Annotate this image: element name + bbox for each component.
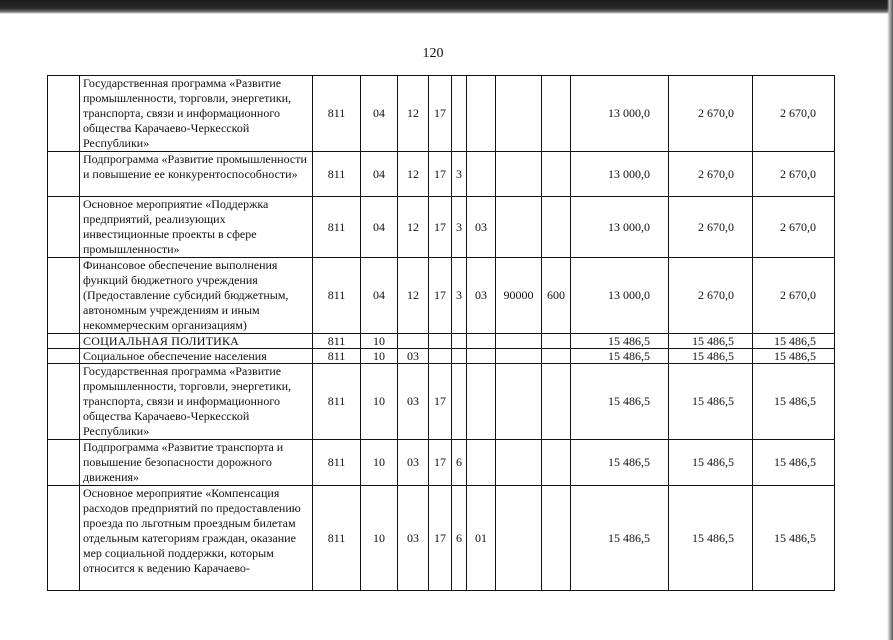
subprogram-code-cell: 3	[452, 258, 467, 334]
amount-year1: 15 486,5	[571, 334, 669, 349]
direction-code-cell	[496, 197, 542, 258]
amount-year2: 2 670,0	[669, 76, 753, 152]
amount-year3: 15 486,5	[753, 486, 835, 591]
page-number: 120	[422, 46, 444, 61]
subprogram-code-cell	[452, 76, 467, 152]
amount-year2: 2 670,0	[669, 197, 753, 258]
amount-year1: 15 486,5	[571, 440, 669, 486]
expense-type-cell	[542, 334, 571, 349]
expense-type-cell	[542, 197, 571, 258]
section-cell: 10	[361, 364, 398, 440]
table-row	[48, 76, 835, 152]
row-name: Финансовое обеспечение выполнения функций бюджетного учреждения (Предоставление субсидий бюджетным, автономным учреждениям и иным некоммерческим организациям)	[80, 258, 313, 334]
blank-cell	[48, 197, 80, 258]
table-row	[48, 349, 835, 364]
direction-code-cell	[496, 486, 542, 591]
row-name: Подпрограмма «Развитие промышленности и повышение ее конкурентоспособности»	[80, 152, 313, 197]
direction-code-cell	[496, 440, 542, 486]
amount-year3: 2 670,0	[753, 152, 835, 197]
row-name: Государственная программа «Развитие промышленности, торговли, энергетики, транспорта, связи и информационного общества Карачаево-Черкесской Республики»	[80, 364, 313, 440]
amount-year1: 13 000,0	[571, 258, 669, 334]
amount-year1: 13 000,0	[571, 152, 669, 197]
program-code-cell: 17	[429, 197, 452, 258]
blank-cell	[48, 486, 80, 591]
amount-year1: 15 486,5	[571, 364, 669, 440]
expense-type-cell	[542, 364, 571, 440]
row-name: Основное мероприятие «Поддержка предприятий, реализующих инвестиционные проекты в сфере промышленности»	[80, 197, 313, 258]
section-cell: 04	[361, 258, 398, 334]
subprogram-code-cell: 3	[452, 197, 467, 258]
subsection-cell	[398, 334, 429, 349]
scan-right-edge	[887, 0, 893, 640]
program-code-cell: 17	[429, 152, 452, 197]
ved-cell: 811	[313, 440, 361, 486]
amount-year3: 15 486,5	[753, 334, 835, 349]
expense-type-cell	[542, 440, 571, 486]
subsection-cell: 03	[398, 440, 429, 486]
expense-type-cell	[542, 152, 571, 197]
event-code-cell: 03	[467, 197, 496, 258]
amount-year3: 2 670,0	[753, 197, 835, 258]
section-cell: 10	[361, 440, 398, 486]
table-row	[48, 334, 835, 349]
blank-cell	[48, 152, 80, 197]
section-cell: 10	[361, 349, 398, 364]
direction-code-cell	[496, 349, 542, 364]
event-code-cell	[467, 334, 496, 349]
program-code-cell: 17	[429, 76, 452, 152]
scan-top-edge	[0, 0, 893, 14]
ved-cell: 811	[313, 364, 361, 440]
subprogram-code-cell	[452, 364, 467, 440]
row-name: Основное мероприятие «Компенсация расходов предприятий по предоставлению проезда по льготным проездным билетам отдельным категориям граждан, оказание мер социальной поддержки, которым относится к ведению Карачаево-	[80, 486, 313, 591]
event-code-cell	[467, 152, 496, 197]
amount-year1: 15 486,5	[571, 349, 669, 364]
blank-cell	[48, 334, 80, 349]
event-code-cell	[467, 364, 496, 440]
subprogram-code-cell	[452, 334, 467, 349]
ved-cell: 811	[313, 486, 361, 591]
subsection-cell: 03	[398, 364, 429, 440]
section-cell: 04	[361, 76, 398, 152]
amount-year2: 2 670,0	[669, 258, 753, 334]
budget-table	[47, 75, 835, 591]
table-row	[48, 152, 835, 197]
row-name: Подпрограмма «Развитие транспорта и повышение безопасности дорожного движения»	[80, 440, 313, 486]
blank-cell	[48, 76, 80, 152]
table-row	[48, 486, 835, 591]
direction-code-cell: 90000	[496, 258, 542, 334]
row-name: СОЦИАЛЬНАЯ ПОЛИТИКА	[80, 334, 313, 349]
amount-year3: 2 670,0	[753, 76, 835, 152]
amount-year2: 2 670,0	[669, 152, 753, 197]
program-code-cell: 17	[429, 486, 452, 591]
subprogram-code-cell: 3	[452, 152, 467, 197]
table-row	[48, 258, 835, 334]
ved-cell: 811	[313, 334, 361, 349]
amount-year3: 2 670,0	[753, 258, 835, 334]
amount-year2: 15 486,5	[669, 486, 753, 591]
subprogram-code-cell: 6	[452, 486, 467, 591]
program-code-cell: 17	[429, 258, 452, 334]
subsection-cell: 12	[398, 152, 429, 197]
blank-cell	[48, 258, 80, 334]
amount-year2: 15 486,5	[669, 349, 753, 364]
section-cell: 10	[361, 334, 398, 349]
row-name: Социальное обеспечение населения	[80, 349, 313, 364]
direction-code-cell	[496, 76, 542, 152]
amount-year3: 15 486,5	[753, 349, 835, 364]
program-code-cell	[429, 334, 452, 349]
event-code-cell	[467, 76, 496, 152]
direction-code-cell	[496, 152, 542, 197]
amount-year1: 13 000,0	[571, 197, 669, 258]
subsection-cell: 12	[398, 197, 429, 258]
program-code-cell: 17	[429, 440, 452, 486]
section-cell: 10	[361, 486, 398, 591]
table-body	[48, 76, 835, 591]
ved-cell: 811	[313, 258, 361, 334]
event-code-cell: 03	[467, 258, 496, 334]
expense-type-cell	[542, 349, 571, 364]
amount-year2: 15 486,5	[669, 364, 753, 440]
expense-type-cell	[542, 76, 571, 152]
amount-year1: 13 000,0	[571, 76, 669, 152]
table-row	[48, 364, 835, 440]
table-row	[48, 197, 835, 258]
blank-cell	[48, 364, 80, 440]
ved-cell: 811	[313, 197, 361, 258]
event-code-cell	[467, 440, 496, 486]
event-code-cell	[467, 349, 496, 364]
subsection-cell: 12	[398, 258, 429, 334]
expense-type-cell	[542, 486, 571, 591]
subprogram-code-cell	[452, 349, 467, 364]
amount-year3: 15 486,5	[753, 364, 835, 440]
row-name: Государственная программа «Развитие промышленности, торговли, энергетики, транспорта, связи и информационного общества Карачаево-Черкесской Республики»	[80, 76, 313, 152]
blank-cell	[48, 440, 80, 486]
program-code-cell	[429, 349, 452, 364]
table-row	[48, 440, 835, 486]
amount-year2: 15 486,5	[669, 440, 753, 486]
ved-cell: 811	[313, 152, 361, 197]
direction-code-cell	[496, 364, 542, 440]
program-code-cell: 17	[429, 364, 452, 440]
amount-year3: 15 486,5	[753, 440, 835, 486]
section-cell: 04	[361, 197, 398, 258]
expense-type-cell: 600	[542, 258, 571, 334]
subsection-cell: 03	[398, 349, 429, 364]
direction-code-cell	[496, 334, 542, 349]
subsection-cell: 12	[398, 76, 429, 152]
section-cell: 04	[361, 152, 398, 197]
subsection-cell: 03	[398, 486, 429, 591]
amount-year2: 15 486,5	[669, 334, 753, 349]
ved-cell: 811	[313, 76, 361, 152]
amount-year1: 15 486,5	[571, 486, 669, 591]
ved-cell: 811	[313, 349, 361, 364]
blank-cell	[48, 349, 80, 364]
event-code-cell: 01	[467, 486, 496, 591]
subprogram-code-cell: 6	[452, 440, 467, 486]
